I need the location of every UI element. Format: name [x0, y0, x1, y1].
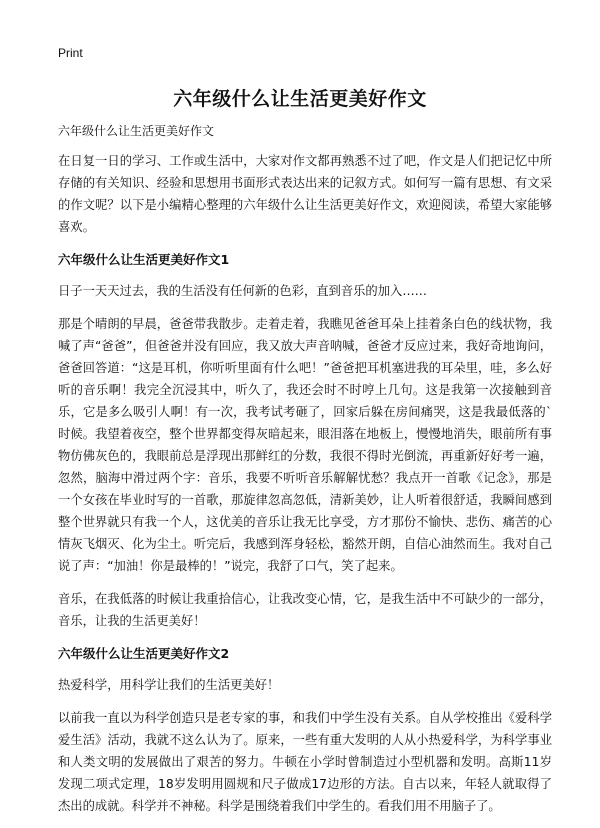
section-1 — [58, 249, 552, 632]
intro-paragraph: 在日复一日的学习、工作或生活中，大家对作文都再熟悉不过了吧，作文是人们把记忆中所存储的有关知识、经验和思想用书面形式表达出来的记叙方式。如何写一篇有思想、有文采的作文呢？以下是小编精心整理的六年级什么让生活更美好作文，欢迎阅读，希望大家能够喜欢。 — [58, 154, 552, 234]
section-heading: 六年级什么让生活更美好作文2 — [58, 646, 230, 661]
section-1-paragraph-2: 那是个晴朗的早晨，爸爸带我散步。走着走着，我瞧见爸爸耳朵上挂着条白色的线状物，我喊了声“爸爸”，但爸爸并没有回应，我又放大声音呐喊，爸爸才反应过来，我好奇地询问，爸爸回答道：“这是耳机，你听听里面有什么吧！”爸爸把耳机塞进我的耳朵里，哇，多么好听的音乐啊！我完全沉浸其中，听久了，我还会时不时哼上几句。这是我第一次接触到音乐，它是多么吸引人啊！有一次，我考试考砸了，回家后躲在房间痛哭，这是我最低落的`时候。我望着夜空，整个世界都变得灰暗起来，眼泪落在地板上，慢慢地消失，眼前所有事物仿佛灰色的，我眼前总是浮现出那鲜红的分数，我很不得时光倒流，再重新好好考一遍，忽然，脑海中滑过两个字：音乐，我要不听听音乐解解忧愁？我点开一首歌《记念》，那是一个女孩在毕业时写的一首歌，那旋律忽高忽低，清新美妙，让人听着很舒适，我瞬间感到整个世界就只有我一个人，这优美的音乐让我无比享受，方才那份不愉快、悲伤、痛苦的心情灰飞烟灭、化为尘土。听完后，我感到浑身轻松，豁然开朗，自信心油然而生。我对自己说了声：“加油！你是最棒的！”说完，我舒了口气，笑了起来。 — [58, 317, 552, 573]
section-heading: 六年级什么让生活更美好作文1 — [58, 252, 230, 267]
section-1-paragraph-3: 音乐，在我低落的时候让我重拾信心，让我改变心情，它，是我生活中不可缺少的一部分，音乐，让我的生活更美好！ — [58, 592, 552, 628]
section-2-paragraph-2: 以前我一直以为科学创造只是老专家的事，和我们中学生没有关系。自从学校推出《爱科学爱生活》活动，我就不这么认为了。原来，一些有重大发明的人从小热爱科学，为科学事业和人类文明的发展做出了艰苦的努力。牛顿在小学时曾制造过小型机器和发明。高斯11岁发现二项式定理，18岁发明用圆规和尺子做成17边形的方法。自古以来，年轻人就取得了杰出的成就。科学并不神秘。科学是围绕着我们中学生的。看我们用不用脑子了。 — [58, 711, 552, 813]
section-2 — [58, 643, 552, 817]
page-title: 六年级什么让生活更美好作文 — [173, 88, 427, 110]
article-body — [58, 120, 552, 828]
section-1-paragraph-1: 日子一天天过去，我的生活没有任何新的色彩，直到音乐的加入…… — [58, 284, 427, 298]
article-subtitle: 六年级什么让生活更美好作文 — [58, 124, 215, 138]
section-2-paragraph-1: 热爱科学，用科学让我们的生活更美好！ — [58, 678, 280, 692]
print-link[interactable]: Print — [58, 46, 83, 60]
